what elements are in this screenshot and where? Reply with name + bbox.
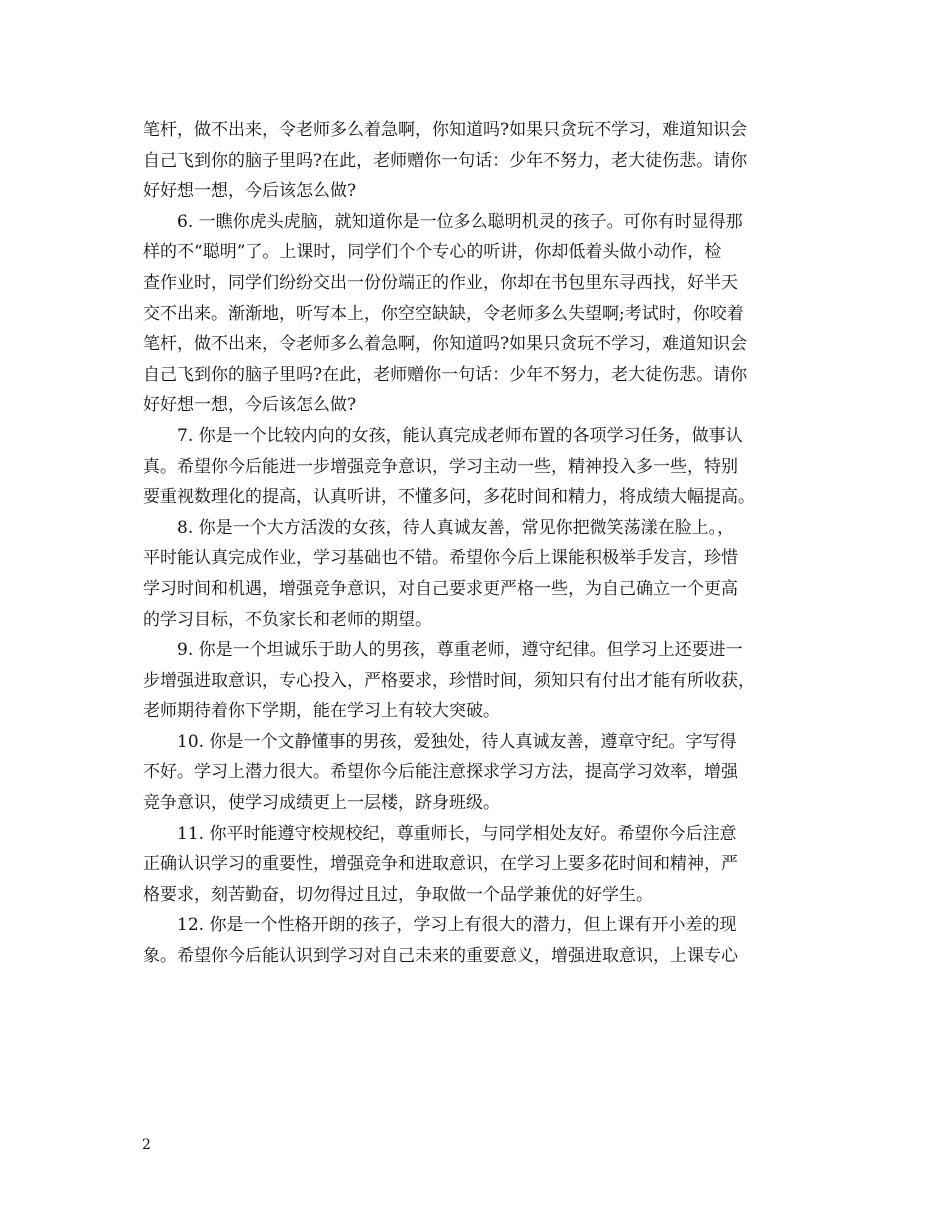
text-line: 象。希望你今后能认识到学习对自己未来的重要意义，增强进取意识，上课专心 (143, 946, 738, 967)
text-line: 正确认识学习的重要性，增强竞争和进取意识，在学习上要多花时间和精神，严 (143, 854, 738, 875)
paragraph-7-first-line: 7. 你是一个比较内向的女孩，能认真完成老师布置的各项学习任务，做事认 (177, 425, 743, 446)
page-number: 2 (142, 1137, 151, 1153)
paragraph-6-first-line: 6. 一瞧你虎头虎脑，就知道你是一位多么聪明机灵的孩子。可你有时显得那 (177, 211, 743, 232)
document-body (143, 115, 813, 972)
paragraph-10-first-line: 10. 你是一个文静懂事的男孩，爱独处，待人真诚友善，遵章守纪。字写得 (177, 731, 737, 752)
text-line: 格要求，刻苦勤奋，切勿得过且过，争取做一个品学兼优的好学生。 (143, 884, 653, 905)
text-line: 笔杆，做不出来，令老师多么着急啊，你知道吗?如果只贪玩不学习，难道知识会 (143, 334, 748, 355)
text-line: 学习时间和机遇，增强竞争意识，对自己要求更严格一些，为自己确立一个更高 (143, 578, 738, 599)
text-line: 步增强进取意识，专心投入，严格要求，珍惜时间，须知只有付出才能有所收获， (143, 670, 755, 691)
text-line: 交不出来。渐渐地，听写本上，你空空缺缺，令老师多么失望啊;考试时，你咬着 (143, 303, 744, 324)
paragraph-12-first-line: 12. 你是一个性格开朗的孩子，学习上有很大的潜力，但上课有开小差的现 (177, 915, 737, 936)
paragraph-9-first-line: 9. 你是一个坦诚乐于助人的男孩，尊重老师，遵守纪律。但学习上还要进一 (177, 640, 743, 661)
text-line: 自己飞到你的脑子里吗?在此，老师赠你一句话：少年不努力，老大徒伤悲。请你 (143, 150, 748, 171)
paragraph-8-first-line: 8. 你是一个大方活泼的女孩，待人真诚友善，常见你把微笑荡漾在脸上。， (177, 517, 735, 538)
text-line: 查作业时，同学们纷纷交出一份份端正的作业，你却在书包里东寻西找，好半天 (143, 272, 738, 293)
paragraph-11-first-line: 11. 你平时能遵守校规校纪，尊重师长，与同学相处友好。希望你今后注意 (177, 823, 737, 844)
text-line: 样的不“聪明”了。上课时，同学们个个专心的听讲，你却低着头做小动作，检 (143, 242, 722, 263)
text-line: 平时能认真完成作业，学习基础也不错。希望你今后上课能积极举手发言，珍惜 (143, 548, 738, 569)
text-line: 真。希望你今后能进一步增强竞争意识，学习主动一些，精神投入多一些，特别 (143, 456, 738, 477)
text-line: 好好想一想，今后该怎么做? (143, 181, 357, 202)
text-line: 不好。学习上潜力很大。希望你今后能注意探求学习方法，提高学习效率，增强 (143, 762, 738, 783)
text-line: 老师期待着你下学期，能在学习上有较大突破。 (143, 701, 500, 722)
text-line: 笔杆，做不出来，令老师多么着急啊，你知道吗?如果只贪玩不学习，难道知识会 (143, 120, 748, 140)
text-line: 好好想一想，今后该怎么做? (143, 395, 357, 416)
text-line: 要重视数理化的提高，认真听讲，不懂多问，多花时间和精力，将成绩大幅提高。 (143, 487, 755, 508)
text-line: 竞争意识，使学习成绩更上一层楼，跻身班级。 (143, 793, 500, 814)
text-line: 的学习目标，不负家长和老师的期望。 (143, 609, 432, 630)
text-line: 自己飞到你的脑子里吗?在此，老师赠你一句话：少年不努力，老大徒伤悲。请你 (143, 364, 748, 385)
